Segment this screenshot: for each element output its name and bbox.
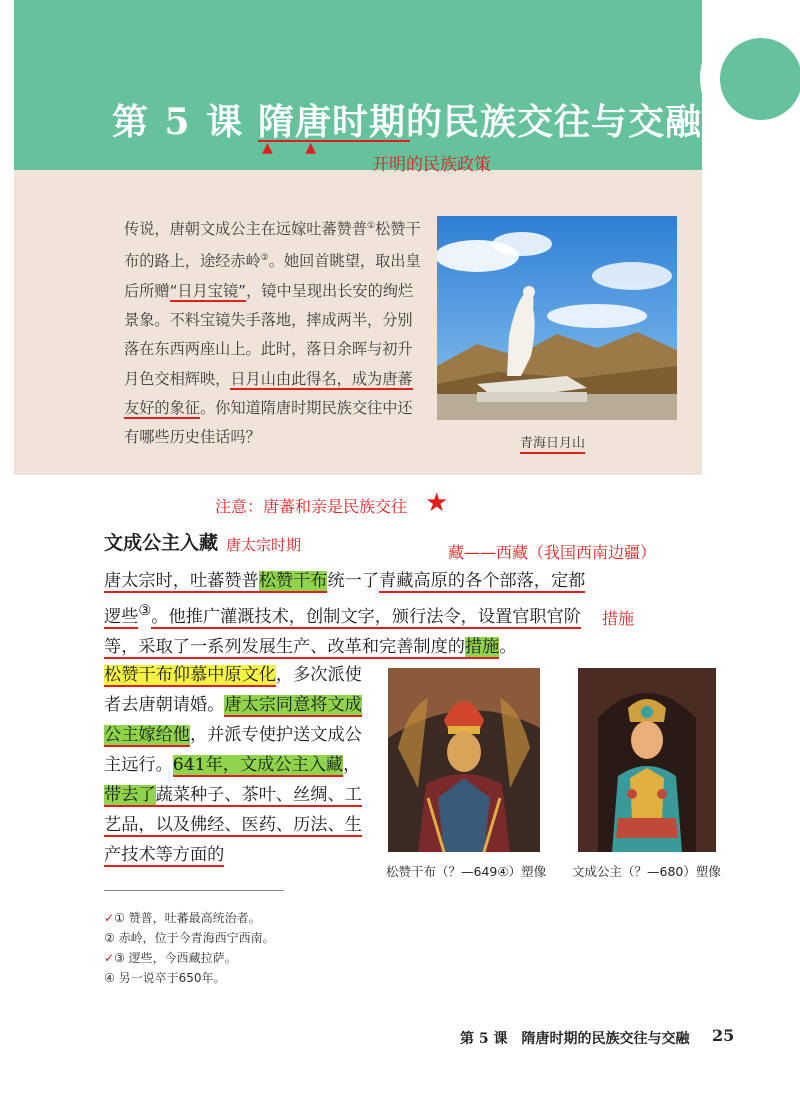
- handwritten-note: 注意：唐蕃和亲是民族交往: [215, 497, 408, 516]
- text-run: 。: [499, 636, 517, 657]
- underlined-symbol-phrase: 日月山由此得名，成为唐蕃友好的象征: [124, 369, 413, 417]
- footnote-ref: ③: [138, 603, 152, 619]
- intro-story-text: [124, 212, 424, 453]
- section-heading: 文成公主入藏: [104, 532, 219, 554]
- text-run: 统一了: [327, 571, 380, 591]
- handwritten-subtitle-note: 开明的民族政策: [372, 155, 491, 175]
- triangle-marks: ▲ ▲: [262, 140, 330, 156]
- footnote-text: ③ 逻些，今西藏拉萨。: [114, 951, 237, 965]
- underlined-qingzang-plateau: 青藏高原: [379, 571, 448, 591]
- footnote-text: ① 赞普，吐蕃最高统治者。: [114, 911, 261, 925]
- footnote-item: [104, 908, 404, 928]
- songtsen-gampo-statue-photo: [388, 668, 540, 852]
- footnote-item: [104, 948, 404, 968]
- intro-text-part: 。你知道隋唐时期民族交往中还有哪些历史佳话吗？: [124, 398, 413, 447]
- page-number: 25: [712, 1026, 735, 1045]
- intro-text-part: 松赞干布的路上，途经赤岭: [124, 220, 421, 271]
- footnote-ref: ②: [260, 253, 269, 264]
- intro-text-part: 。她回首眺望，取出皇后所赠: [124, 252, 421, 300]
- princess-wencheng-statue-image: [578, 668, 716, 852]
- riyue-mountain-photo: [437, 216, 677, 420]
- underlined-goods-list: 蔬菜种子、茶叶、丝绸、工艺品，以及佛经、医药、历法、生产技术等方面的: [104, 785, 362, 865]
- paragraph-songtsen-gampo: [104, 566, 599, 662]
- footnote-text: ② 赤岭，位于今青海西宁西南。: [104, 931, 275, 945]
- underlined-luoxie: 逻些: [104, 606, 139, 627]
- lesson-number: 第 5 课: [112, 101, 245, 143]
- songtsen-gampo-statue-image: [388, 668, 540, 852]
- footnote-item: [104, 968, 404, 988]
- lesson-title: 隋唐时期的民族交往与交融: [258, 101, 703, 143]
- footnotes: [104, 908, 404, 988]
- check-mark-icon: ✓: [104, 911, 115, 925]
- highlight-641-entered-tibet: 641年，文成公主入藏: [172, 755, 344, 775]
- highlight-marriage-agreed: 唐太宗同意将文成公主嫁给他: [104, 695, 362, 745]
- text-run: 唐太宗时，吐蕃赞普: [104, 571, 259, 591]
- intro-text-part: ，镜中呈现出长安的绚烂景象。不料宝镜失手落地，摔成两半，分别落在东西两座山上。此时，落日余晖与初升月色交相辉映，: [124, 281, 414, 388]
- star-icon: ★: [425, 488, 449, 518]
- highlight-brought: 带去了: [104, 785, 156, 805]
- footnote-item: [104, 928, 404, 948]
- footnote-ref: ①: [367, 221, 376, 231]
- footnote-text: ④ 另一说卒于650年。: [104, 971, 226, 985]
- decorative-arc: [720, 38, 800, 120]
- text-run: ，: [343, 755, 361, 775]
- intro-text-part: 传说，唐朝文成公主在远嫁吐蕃赞普: [124, 220, 367, 239]
- riyue-mountain-image: [437, 216, 677, 420]
- text-run: ，并派专使护送文成公主远行。: [104, 725, 362, 775]
- tibet-annotation: 藏——西藏（我国西南边疆）: [448, 543, 657, 562]
- text-run: ，多次派使者去唐朝请婚。: [104, 665, 362, 715]
- check-mark-icon: ✓: [104, 951, 115, 965]
- highlight-admires-central-culture: 松赞干布仰慕中原文化: [104, 665, 276, 685]
- text-run: 。他推广灌溉技术，创制文字，颁行法令，设置官职官阶等，采取了一系列发展生产、改革和完善制度的: [104, 606, 581, 657]
- princess-wencheng-statue-photo: [578, 668, 716, 852]
- paragraph-princess-wencheng: [104, 660, 366, 870]
- princess-wencheng-caption: 文成公主（？—680）塑像: [572, 864, 721, 879]
- underlined-mirror-name: “日月宝镜”: [169, 281, 247, 300]
- highlight-songtsen-gampo: 松赞干布: [258, 571, 328, 591]
- songtsen-gampo-caption: 松赞干布（？—649④）塑像: [386, 864, 547, 879]
- section-annotation: 唐太宗时期: [226, 536, 302, 554]
- text-run: 的各个部落，定都: [447, 571, 586, 591]
- footnote-divider: [104, 890, 284, 891]
- highlight-measures: 措施: [464, 636, 500, 657]
- measures-annotation: 措施: [602, 609, 635, 628]
- photo-caption: 青海日月山: [520, 432, 585, 454]
- running-footer-title: 第 5 课 隋唐时期的民族交往与交融: [460, 1031, 690, 1047]
